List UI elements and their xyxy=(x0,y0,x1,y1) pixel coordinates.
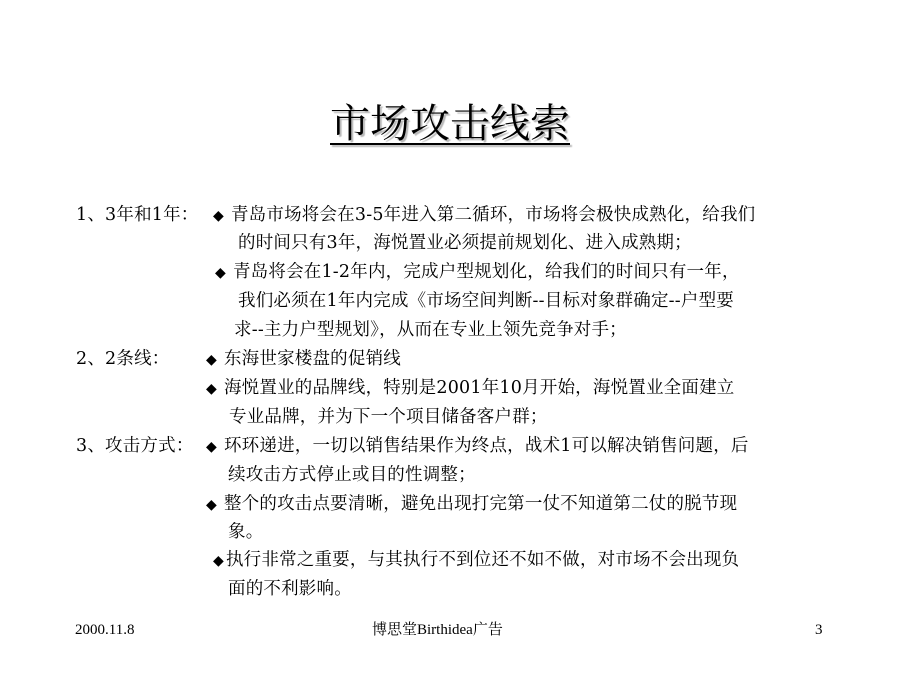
text-line: 整个的攻击点要清晰，避免出现打完第一仗不知道第二仗的脱节现 xyxy=(223,494,738,514)
diamond-bullet-icon: ◆ xyxy=(206,381,217,397)
text-line: 续攻击方式停止或目的性调整； xyxy=(228,465,476,485)
text-line: 的时间只有3年，海悦置业必须提前规划化、进入成熟期； xyxy=(238,233,692,253)
page-number: 3 xyxy=(815,622,823,638)
text-line: 专业品牌，并为下一个项目储备客户群； xyxy=(229,407,548,427)
diamond-bullet-icon: ◆ xyxy=(206,497,217,513)
bullet-item xyxy=(206,434,749,459)
section-1-label: 1、3年和1年： xyxy=(76,205,199,225)
slide-title: 市场攻击线索 xyxy=(330,101,570,147)
text-line: 环环递进，一切以销售结果作为终点，战术1可以解决销售问题，后 xyxy=(223,436,749,456)
bullet-item xyxy=(206,492,737,517)
diamond-bullet-icon: ◆ xyxy=(206,439,217,455)
text-line: 东海世家楼盘的促销线 xyxy=(223,349,401,369)
text-line: 我们必须在1年内完成《市场空间判断--目标对象群确定--户型要 xyxy=(238,291,734,311)
text-line: 青岛将会在1-2年内，完成户型规划化，给我们的时间只有一年， xyxy=(232,262,740,282)
footer-date: 2000.11.8 xyxy=(75,622,135,638)
footer-company: 博思堂Birthidea广告 xyxy=(372,622,503,638)
diamond-bullet-icon: ◆ xyxy=(206,352,217,368)
bullet-item xyxy=(206,376,734,401)
text-line: 海悦置业的品牌线，特别是2001年10月开始，海悦置业全面建立 xyxy=(223,378,735,398)
section-2-label: 2、2条线： xyxy=(76,349,170,369)
bullet-item xyxy=(213,203,755,228)
bullet-item xyxy=(206,347,401,372)
text-line: 青岛市场将会在3-5年进入第二循环，市场将会极快成熟化，给我们 xyxy=(230,205,756,225)
section-3-label: 3、攻击方式： xyxy=(76,436,194,456)
diamond-bullet-icon: ◆ xyxy=(213,553,224,569)
text-line: 面的不利影响。 xyxy=(228,579,352,599)
text-line: 象。 xyxy=(228,522,264,542)
text-line: 执行非常之重要，与其执行不到位还不如不做，对市场不会出现负 xyxy=(225,550,740,570)
bullet-item xyxy=(213,548,739,573)
bullet-item xyxy=(215,260,740,285)
diamond-bullet-icon: ◆ xyxy=(215,265,226,281)
text-line: 求--主力户型规划》，从而在专业上领先竞争对手； xyxy=(234,320,627,340)
diamond-bullet-icon: ◆ xyxy=(213,208,224,224)
